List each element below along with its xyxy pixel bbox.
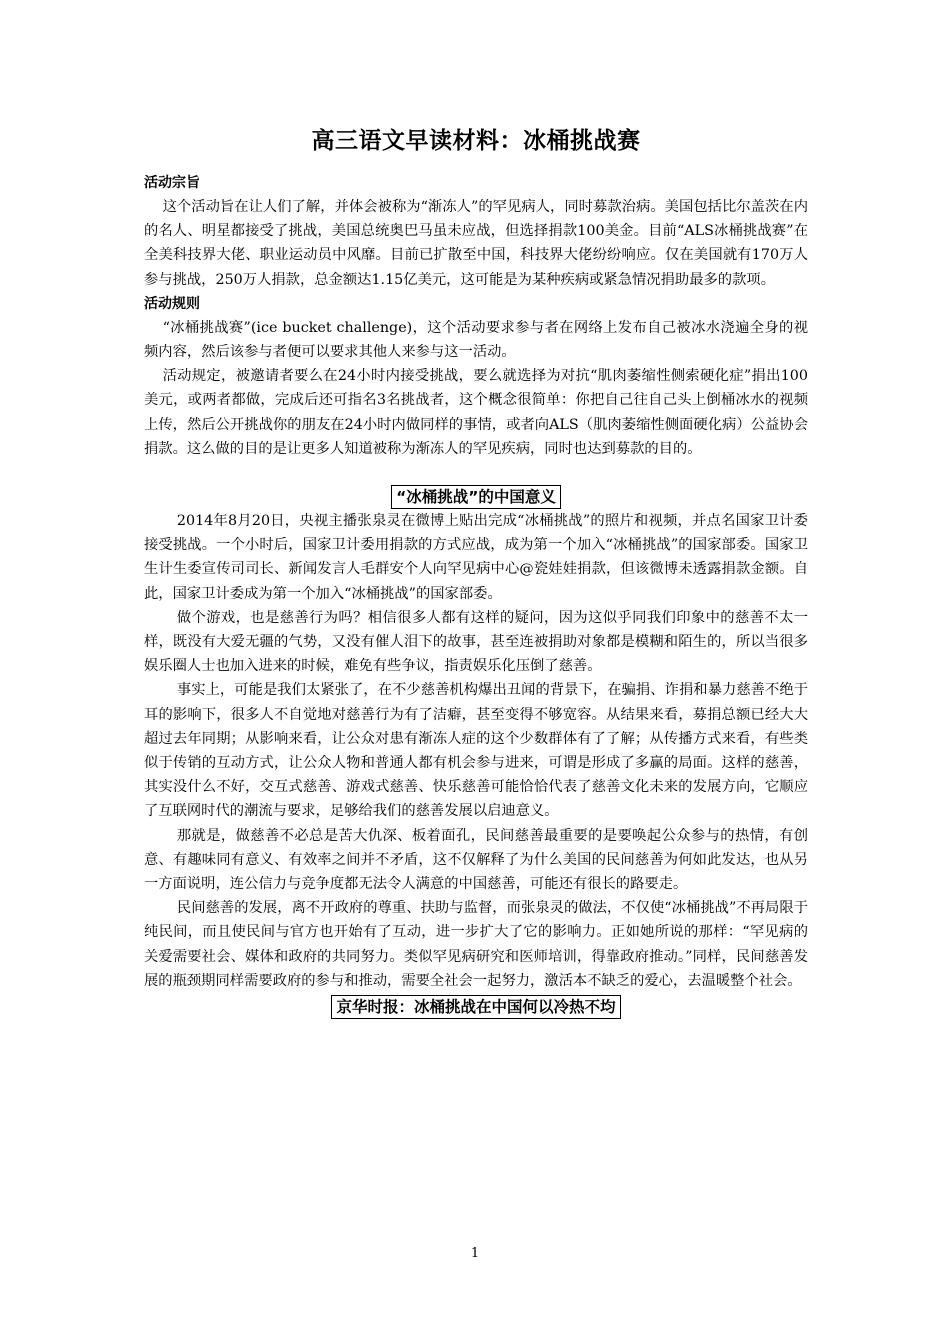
section-heading-jinghua: 京华时报：冰桶挑战在中国何以冷热不均 — [331, 995, 620, 1019]
china-paragraph-1: 2014年8月20日，央视主播张泉灵在微博上贴出完成“冰桶挑战”的照片和视频，并点名国家卫计委接受挑战。一个小时后，国家卫计委用捐款的方式应战，成为第一个加入“冰桶挑战”的国家部委。国家卫生计生委宣传司司长、新闻发言人毛群安个人向罕见病中心@瓷娃娃捐款，但该微博未透露捐款金额。自此，国家卫计委成为第一个加入“冰桶挑战”的国家部委。 — [144, 513, 808, 602]
rules-paragraph-2: 活动规定，被邀请者要么在24小时内接受挑战，要么就选择为对抗“肌肉萎缩性侧索硬化症”捐出100美元，或两者都做，完成后还可指名3名挑战者，这个概念很简单：你把自己往自己头上倒桶冰水的视频上传，然后公开挑战你的朋友在24小时内做同样的事情，或者向ALS（肌肉萎缩性侧面硬化病）公益协会捐款。这么做的目的是让更多人知道被称为渐冻人的罕见疾病，同时也达到募款的目的。 — [144, 368, 808, 457]
page-number: 1 — [470, 1246, 480, 1261]
section-heading-china-meaning-wrap — [144, 485, 808, 509]
china-paragraph-4: 那就是，做慈善不必总是苦大仇深、板着面孔，民间慈善最重要的是要唤起公众参与的热情，有创意、有趣味同有意义、有效率之间并不矛盾，这不仅解释了为什么美国的民间慈善为何如此发达，也从另一方面说明，连公信力与竞争度都无法令人满意的中国慈善，可能还有很长的路要走。 — [144, 827, 808, 893]
section-heading-china-meaning: “冰桶挑战”的中国意义 — [391, 485, 561, 509]
section-heading-jinghua-wrap — [144, 995, 808, 1019]
rules-paragraph-1: “冰桶挑战赛”(ice bucket challenge)，这个活动要求参与者在网络上发布自己被冰水浇遍全身的视频内容，然后该参与者便可以要求其他人来参与这一活动。 — [144, 319, 808, 361]
section-heading-rules: 活动规则 — [144, 295, 200, 312]
china-paragraph-3: 事实上，可能是我们太紧张了，在不少慈善机构爆出丑闻的背景下，在骗捐、诈捐和暴力慈善不绝于耳的影响下，很多人不自觉地对慈善行为有了洁癖，甚至变得不够宽容。从结果来看，募捐总额已经大大超过去年同期；从影响来看，让公众对患有渐冻人症的这个少数群体有了了解；从传播方式来看，有些类似于传销的互动方式，让公众人物和普通人都有机会参与进来，可谓是形成了多赢的局面。这样的慈善，其实没什么不好，交互式慈善、游戏式慈善、快乐慈善可能恰恰代表了慈善文化未来的发展方向，它顺应了互联网时代的潮流与要求，足够给我们的慈善发展以启迪意义。 — [144, 682, 808, 820]
purpose-paragraph: 这个活动旨在让人们了解，并体会被称为“渐冻人”的罕见病人，同时募款治病。美国包括比尔盖茨在内的名人、明星都接受了挑战，美国总统奥巴马虽未应战，但选择捐款100美金。目前“ALS冰桶挑战赛”在全美科技界大佬、职业运动员中风靡。目前已扩散至中国，科技界大佬纷纷响应。仅在美国就有170万人参与挑战，250万人捐款，总金额达1.15亿美元，这可能是为某种疾病或紧急情况捐助最多的款项。 — [144, 199, 808, 288]
section-heading-purpose: 活动宗旨 — [144, 175, 200, 191]
document-title: 高三语文早读材料：冰桶挑战赛 — [311, 128, 641, 154]
document-content — [144, 126, 808, 1019]
china-paragraph-5: 民间慈善的发展，离不开政府的尊重、扶助与监督，而张泉灵的做法，不仅使“冰桶挑战”不再局限于纯民间，而且使民间与官方也开始有了互动，进一步扩大了它的影响力。正如她所说的那样：“罕见病的关爱需要社会、媒体和政府的共同努力。类似罕见病研究和医师培训，得靠政府推动。”同样，民间慈善发展的瓶颈期同样需要政府的参与和推动，需要全社会一起努力，激活本不缺乏的爱心，去温暖整个社会。 — [144, 900, 808, 989]
china-paragraph-2: 做个游戏，也是慈善行为吗？相信很多人都有这样的疑问，因为这似乎同我们印象中的慈善不太一样，既没有大爱无疆的气势，又没有催人泪下的故事，甚至连被捐助对象都是模糊和陌生的，所以当很多娱乐圈人士也加入进来的时候，难免有些争议，指责娱乐化压倒了慈善。 — [144, 609, 808, 675]
